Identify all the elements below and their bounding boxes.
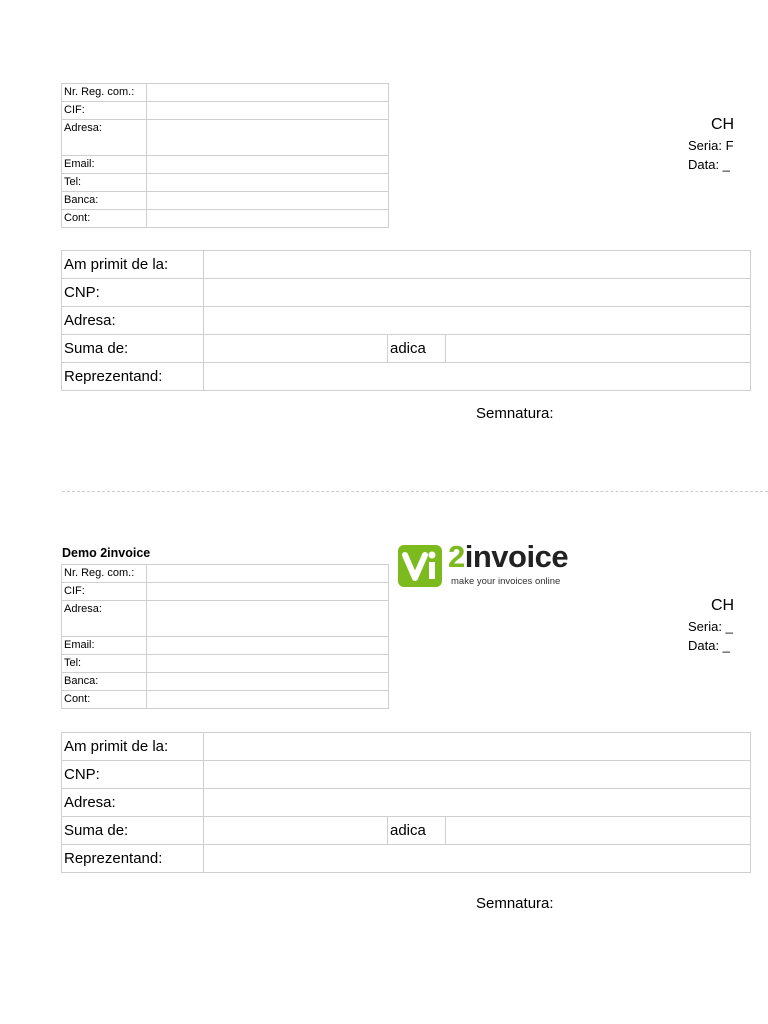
receipt-series-1: Seria: F bbox=[688, 138, 734, 153]
reg-com-value bbox=[147, 565, 389, 583]
cnp-value bbox=[204, 761, 751, 789]
account-value bbox=[147, 691, 389, 709]
receipt-date-1: Data: _ bbox=[688, 157, 730, 172]
received-from-label: Am primit de la: bbox=[62, 733, 204, 761]
receipt-series-2: Seria: _ bbox=[688, 619, 733, 634]
tel-label: Tel: bbox=[62, 655, 147, 673]
cut-line-divider bbox=[62, 491, 768, 492]
tel-label: Tel: bbox=[62, 174, 147, 192]
payer-address-label: Adresa: bbox=[62, 307, 204, 335]
receipt-title-2: CH bbox=[711, 597, 735, 614]
receipt-fields-table-2 bbox=[61, 732, 751, 873]
email-value bbox=[147, 637, 389, 655]
representing-value bbox=[204, 363, 751, 391]
cnp-label: CNP: bbox=[62, 761, 204, 789]
tel-value bbox=[147, 174, 389, 192]
address-value bbox=[147, 120, 389, 156]
address-label: Adresa: bbox=[62, 601, 147, 637]
received-from-value bbox=[204, 733, 751, 761]
received-from-label: Am primit de la: bbox=[62, 251, 204, 279]
cnp-label: CNP: bbox=[62, 279, 204, 307]
amount-words-label: adica bbox=[388, 335, 446, 363]
email-label: Email: bbox=[62, 156, 147, 174]
payer-address-value bbox=[204, 789, 751, 817]
payer-address-label: Adresa: bbox=[62, 789, 204, 817]
amount-words-value bbox=[446, 335, 751, 363]
bank-value bbox=[147, 673, 389, 691]
cif-label: CIF: bbox=[62, 102, 147, 120]
amount-words-label: adica bbox=[388, 817, 446, 845]
amount-label: Suma de: bbox=[62, 817, 204, 845]
signature-label-2: Semnatura: bbox=[476, 895, 554, 912]
address-value bbox=[147, 601, 389, 637]
account-label: Cont: bbox=[62, 691, 147, 709]
logo-tagline: make your invoices online bbox=[451, 576, 561, 587]
amount-label: Suma de: bbox=[62, 335, 204, 363]
tel-value bbox=[147, 655, 389, 673]
cnp-value bbox=[204, 279, 751, 307]
cif-value bbox=[147, 102, 389, 120]
cif-value bbox=[147, 583, 389, 601]
company-info-table-2 bbox=[61, 564, 389, 709]
bank-value bbox=[147, 192, 389, 210]
reg-com-label: Nr. Reg. com.: bbox=[62, 565, 147, 583]
representing-label: Reprezentand: bbox=[62, 363, 204, 391]
company-info-table-1 bbox=[61, 83, 389, 228]
bank-label: Banca: bbox=[62, 192, 147, 210]
receipt-title-1: CH bbox=[711, 116, 735, 133]
receipt-fields-table-1 bbox=[61, 250, 751, 391]
reg-com-value bbox=[147, 84, 389, 102]
received-from-value bbox=[204, 251, 751, 279]
representing-label: Reprezentand: bbox=[62, 845, 204, 873]
account-value bbox=[147, 210, 389, 228]
account-label: Cont: bbox=[62, 210, 147, 228]
amount-value bbox=[204, 817, 388, 845]
company-name: Demo 2invoice bbox=[62, 546, 151, 560]
logo-wordmark: 2invoice bbox=[448, 539, 569, 574]
bank-label: Banca: bbox=[62, 673, 147, 691]
amount-words-value bbox=[446, 817, 751, 845]
email-value bbox=[147, 156, 389, 174]
amount-value bbox=[204, 335, 388, 363]
signature-label-1: Semnatura: bbox=[476, 405, 554, 422]
receipt-date-2: Data: _ bbox=[688, 638, 730, 653]
address-label: Adresa: bbox=[62, 120, 147, 156]
email-label: Email: bbox=[62, 637, 147, 655]
cif-label: CIF: bbox=[62, 583, 147, 601]
payer-address-value bbox=[204, 307, 751, 335]
2invoice-logo bbox=[398, 539, 578, 589]
representing-value bbox=[204, 845, 751, 873]
reg-com-label: Nr. Reg. com.: bbox=[62, 84, 147, 102]
logo-mark-icon bbox=[398, 545, 442, 587]
